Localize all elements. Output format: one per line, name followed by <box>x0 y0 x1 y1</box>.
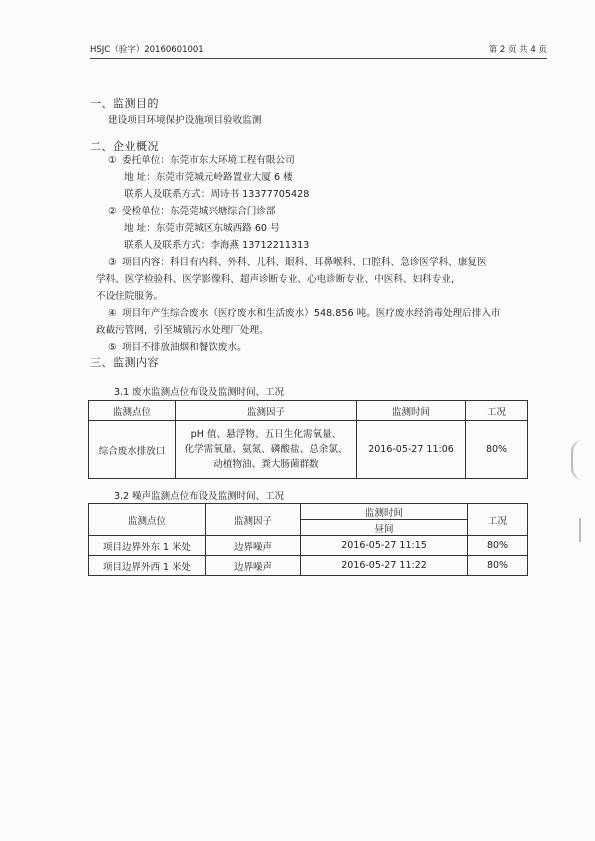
overview-line: ④ 项目年产生综合废水（医疗废水和生活废水）548.856 吨。医疗废水经消毒处理后排入市 <box>108 308 501 319</box>
factors-cell: pH 值、悬浮物、五日生化需氧量、 化学需氧量、氨氮、磷酸盐、总余氯、 动植物油、粪大肠菌群数 <box>176 421 357 479</box>
page-number: 第 2 页 共 4 页 <box>488 45 547 55</box>
table-cell: 2016-05-27 11:06 <box>357 421 466 479</box>
header-cell: 监测点位 <box>89 401 176 421</box>
header-cell: 监测时间 <box>301 504 468 520</box>
noise-table <box>88 503 528 576</box>
header-cell: 工况 <box>466 401 528 421</box>
table-cell: 2016-05-27 11:15 <box>301 536 468 556</box>
overview-line: 不设住院服务。 <box>96 291 164 302</box>
seal-fragment-mark <box>579 518 595 542</box>
section-title-overview: 二、企业概况 <box>90 140 159 153</box>
overview-list <box>96 152 501 356</box>
table-cell: 2016-05-27 11:22 <box>301 556 468 576</box>
table-cell: 综合废水排放口 <box>89 421 176 479</box>
table1-caption: 3.1 废水监测点位布设及监测时间、工况 <box>114 387 285 398</box>
seal-fragment-mark <box>571 440 595 480</box>
doc-number: HSJC（验字）20160601001 <box>90 45 204 55</box>
header-cell: 工况 <box>468 504 528 536</box>
overview-line: ③ 项目内容：科目有内科、外科、儿科、眼科、耳鼻喉科、口腔科、急诊医学科、康复医 <box>108 257 487 268</box>
table-cell: 80% <box>468 536 528 556</box>
header-cell: 监测时间 <box>357 401 466 421</box>
table-cell: 80% <box>466 421 528 479</box>
table-cell: 边界噪声 <box>206 536 301 556</box>
overview-line: 地 址：东莞市莞城区东城西路 60 号 <box>124 223 280 234</box>
overview-line: ① 委托单位：东莞市东大环境工程有限公司 <box>108 155 295 166</box>
table-cell: 80% <box>468 556 528 576</box>
page-header <box>90 42 547 59</box>
header-cell: 监测因子 <box>176 401 357 421</box>
table-cell: 项目边界外西 1 米处 <box>89 556 206 576</box>
purpose-text: 建设项目环境保护设施项目验收监测 <box>108 115 262 126</box>
overview-line: ⑤ 项目不排放油烟和餐饮废水。 <box>108 342 247 353</box>
table-cell: 边界噪声 <box>206 556 301 576</box>
wastewater-table <box>88 400 528 479</box>
header-cell: 监测点位 <box>89 504 206 536</box>
header-cell: 监测因子 <box>206 504 301 536</box>
table2-caption: 3.2 噪声监测点位布设及监测时间、工况 <box>114 491 285 502</box>
overview-line: 联系人及联系方式：李海燕 13712211313 <box>124 240 310 251</box>
section-title-purpose: 一、监测目的 <box>90 97 159 110</box>
overview-line: 学科、医学检验科、医学影像科、超声诊断专业、心电诊断专业、中医科、妇科专业， <box>96 274 461 285</box>
table-cell: 项目边界外东 1 米处 <box>89 536 206 556</box>
overview-line: ② 受检单位：东莞莞城兴塘综合门诊部 <box>108 206 276 217</box>
overview-line: 政截污管网，引至城镇污水处理厂处理。 <box>96 325 269 336</box>
section-title-content: 三、监测内容 <box>90 356 159 369</box>
overview-line: 地 址：东莞市莞城元岭路置业大厦 6 楼 <box>124 172 293 183</box>
overview-line: 联系人及联系方式：周诗书 13377705428 <box>124 189 310 200</box>
header-cell: 昼间 <box>301 520 468 536</box>
